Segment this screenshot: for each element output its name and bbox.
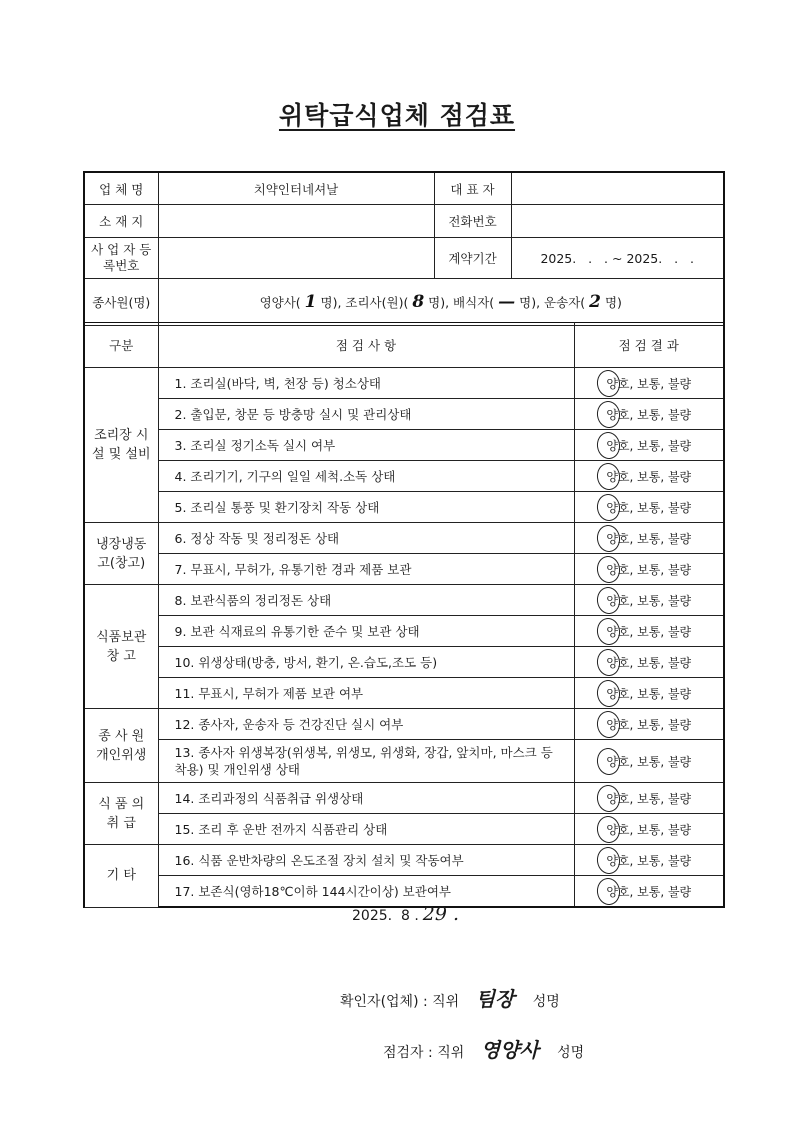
- driver-label: 명), 운송자(: [519, 295, 586, 310]
- check-item: 17. 보존식(영하18℃이하 144시간이상) 보관여부: [158, 876, 574, 908]
- regno-label: 사 업 자 등록번호: [84, 238, 158, 279]
- selected-circle: [595, 462, 622, 492]
- check-item: 16. 식품 운반차량의 온도조절 장치 설치 및 작동여부: [158, 845, 574, 876]
- result-cell: 양호, 보통, 불량: [574, 430, 724, 461]
- result-cell: 양호, 보통, 불량: [574, 678, 724, 709]
- check-item: 4. 조리기기, 기구의 일일 세척.소독 상태: [158, 461, 574, 492]
- col-result-header: 점 검 결 과: [574, 323, 724, 368]
- date-printed: 2025. 8 .: [352, 908, 419, 924]
- staff-label: 종사원(명): [84, 279, 158, 326]
- address-label: 소 재 지: [84, 205, 158, 238]
- result-cell: 양호, 보통, 불량: [574, 814, 724, 845]
- check-item: 11. 무표시, 무허가 제품 보관 여부: [158, 678, 574, 709]
- ceo-value: [511, 172, 724, 205]
- inspection-date: [352, 903, 459, 925]
- result-cell: 양호, 보통, 불량: [574, 554, 724, 585]
- staff-counts: [158, 279, 724, 326]
- selected-circle: [595, 710, 622, 740]
- result-cell: 양호, 보통, 불량: [574, 845, 724, 876]
- phone-label: 전화번호: [434, 205, 511, 238]
- check-item: 5. 조리실 통풍 및 환기장치 작동 상태: [158, 492, 574, 523]
- selected-circle: [595, 493, 622, 523]
- selected-circle: [595, 846, 622, 876]
- result-cell: 양호, 보통, 불량: [574, 523, 724, 554]
- inspector-position-handwritten: 영양사: [480, 1038, 539, 1062]
- category-hygiene: 종 사 원 개인위생: [84, 709, 158, 783]
- selected-circle: [595, 586, 622, 616]
- check-item: 12. 종사자, 운송자 등 건강진단 실시 여부: [158, 709, 574, 740]
- check-item: 6. 정상 작동 및 정리정돈 상태: [158, 523, 574, 554]
- result-cell: 양호, 보통, 불량: [574, 740, 724, 783]
- regno-value: [158, 238, 434, 279]
- result-cell: 양호, 보통, 불량: [574, 783, 724, 814]
- company-info-table: [83, 171, 725, 326]
- selected-circle: [595, 877, 622, 907]
- inspector-line: [383, 1034, 584, 1063]
- selected-circle: [595, 369, 622, 399]
- category-fridge: 냉장냉동 고(창고): [84, 523, 158, 585]
- selected-circle: [595, 815, 622, 845]
- check-item: 3. 조리실 정기소독 실시 여부: [158, 430, 574, 461]
- date-day-handwritten: 29 .: [422, 903, 460, 925]
- selected-circle: [595, 400, 622, 430]
- selected-circle: [595, 617, 622, 647]
- check-item: 2. 출입문, 창문 등 방충망 실시 및 관리상태: [158, 399, 574, 430]
- selected-circle: [595, 431, 622, 461]
- selected-circle: [595, 784, 622, 814]
- selected-circle: [595, 679, 622, 709]
- nutritionist-label: 영양사(: [259, 295, 301, 310]
- category-kitchen: 조리장 시설 및 설비: [84, 368, 158, 523]
- category-handling: 식 품 의 취 급: [84, 783, 158, 845]
- confirmer-position-handwritten: 팀장: [475, 987, 515, 1011]
- check-item: 7. 무표시, 무허가, 유통기한 경과 제품 보관: [158, 554, 574, 585]
- confirmer-line: [340, 983, 560, 1012]
- result-cell: 양호, 보통, 불량: [574, 492, 724, 523]
- result-cell: 양호, 보통, 불량: [574, 616, 724, 647]
- company-name-label: 업 체 명: [84, 172, 158, 205]
- selected-circle: [595, 747, 622, 777]
- check-item: 1. 조리실(바닥, 벽, 천장 등) 청소상태: [158, 368, 574, 399]
- result-cell: 양호, 보통, 불량: [574, 647, 724, 678]
- check-item: 15. 조리 후 운반 전까지 식품관리 상태: [158, 814, 574, 845]
- check-item: 10. 위생상태(방충, 방서, 환기, 온.습도,조도 등): [158, 647, 574, 678]
- col-category-header: 구분: [84, 323, 158, 368]
- check-item: 9. 보관 식재료의 유통기한 준수 및 보관 상태: [158, 616, 574, 647]
- staff-end-label: 명): [604, 295, 622, 310]
- check-item: 13. 종사자 위생복장(위생복, 위생모, 위생화, 장갑, 앞치마, 마스크 등 착용) 및 개인위생 상태: [158, 740, 574, 783]
- cook-label: 명), 조리사(원)(: [320, 295, 409, 310]
- result-cell: 양호, 보통, 불량: [574, 709, 724, 740]
- result-cell: 양호, 보통, 불량: [574, 368, 724, 399]
- inspector-label: 점검자 : 직위: [383, 1045, 465, 1061]
- selected-circle: [595, 648, 622, 678]
- phone-value: [511, 205, 724, 238]
- confirmer-sign-label: 성명: [532, 994, 560, 1010]
- selected-circle: [595, 524, 622, 554]
- check-item: 8. 보관식품의 정리정돈 상태: [158, 585, 574, 616]
- category-storage: 식품보관 창 고: [84, 585, 158, 709]
- contract-label: 계약기간: [434, 238, 511, 279]
- selected-circle: [595, 555, 622, 585]
- result-cell: 양호, 보통, 불량: [574, 461, 724, 492]
- company-name-value: 치약인터네셔날: [158, 172, 434, 205]
- col-items-header: 점 검 사 항: [158, 323, 574, 368]
- dish-label: 명), 배식자(: [428, 295, 495, 310]
- check-item: 14. 조리과정의 식품취급 위생상태: [158, 783, 574, 814]
- category-etc: 기 타: [84, 845, 158, 908]
- result-cell: 양호, 보통, 불량: [574, 876, 724, 908]
- contract-value: 2025. . . ~ 2025. . .: [511, 238, 724, 279]
- inspector-sign-label: 성명: [557, 1045, 585, 1061]
- ceo-label: 대 표 자: [434, 172, 511, 205]
- page-title: 위탁급식업체 점검표: [278, 101, 516, 130]
- cook-count: 8: [412, 292, 425, 312]
- result-cell: 양호, 보통, 불량: [574, 399, 724, 430]
- address-value: [158, 205, 434, 238]
- confirmer-label: 확인자(업체) : 직위: [340, 994, 460, 1010]
- nutritionist-count: 1: [304, 292, 317, 312]
- dish-count: —: [498, 292, 516, 312]
- checklist-table: [83, 322, 725, 908]
- driver-count: 2: [589, 292, 601, 312]
- result-cell: 양호, 보통, 불량: [574, 585, 724, 616]
